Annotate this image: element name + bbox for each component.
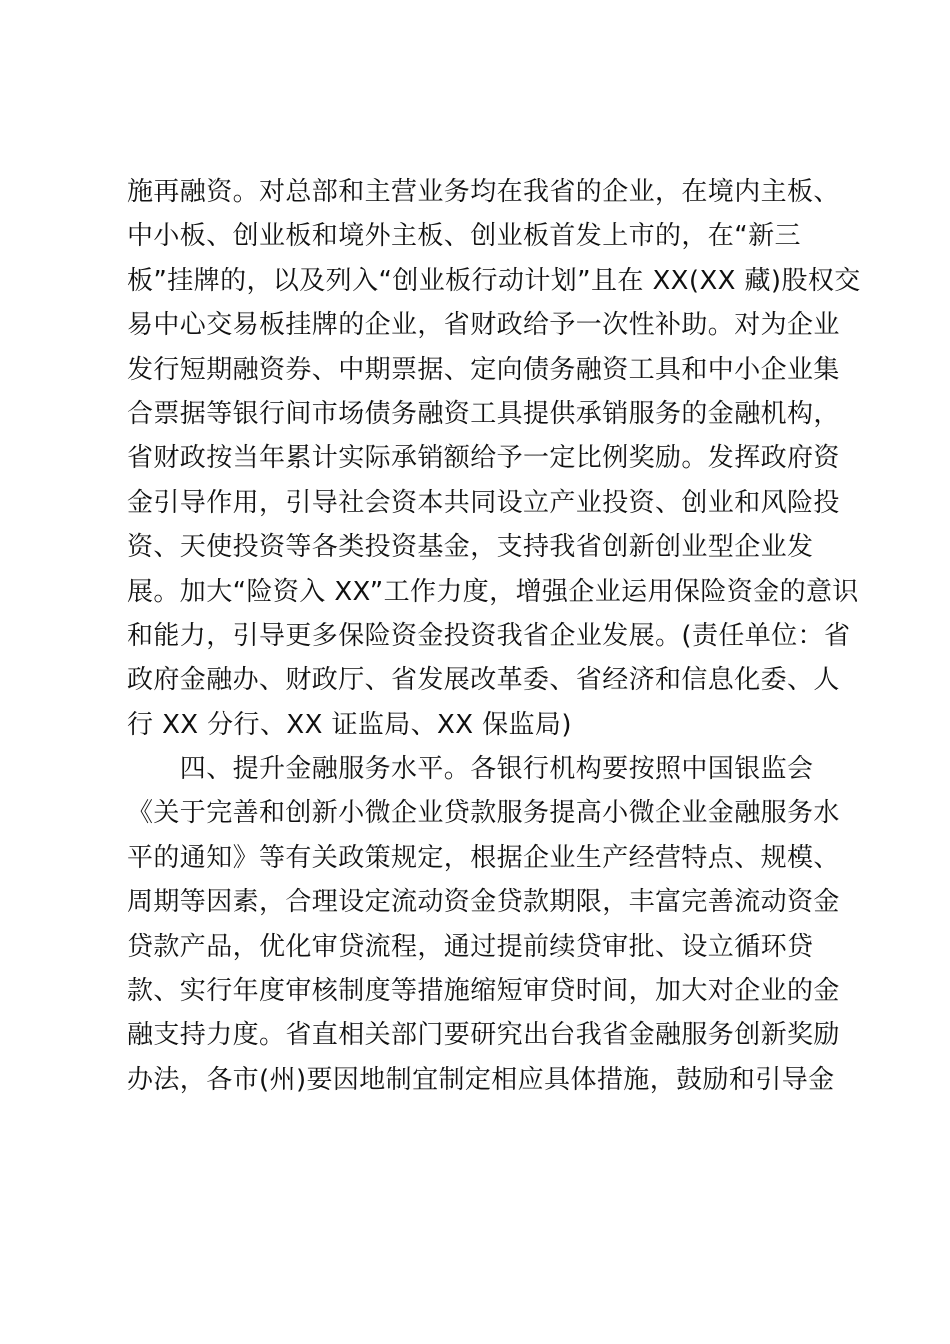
text-line: 周期等因素，合理设定流动资金贷款期限，丰富完善流动资金 <box>127 887 840 918</box>
section-heading-line: 四、提升金融服务水平。各银行机构要按照中国银监会 <box>127 754 814 785</box>
text-line: 展。加大“险资入 XX”工作力度，增强企业运用保险资金的意识 <box>127 576 859 607</box>
text-line: 平的通知》等有关政策规定，根据企业生产经营特点、规模、 <box>127 842 840 873</box>
text-line: 办法，各市(州)要因地制宜制定相应具体措施，鼓励和引导金 <box>127 1064 835 1095</box>
text-line: 和能力，引导更多保险资金投资我省企业发展。(责任单位：省 <box>127 620 851 651</box>
text-line: 款、实行年度审核制度等措施缩短审贷时间，加大对企业的金 <box>127 976 840 1007</box>
body-text <box>127 170 861 1102</box>
text-line: 金引导作用，引导社会资本共同设立产业投资、创业和风险投 <box>127 487 840 518</box>
text-line: 发行短期融资券、中期票据、定向债务融资工具和中小企业集 <box>127 354 840 385</box>
text-line: 中小板、创业板和境外主板、创业板首发上市的，在“新三 <box>127 221 801 252</box>
text-line: 施再融资。对总部和主营业务均在我省的企业，在境内主板、 <box>127 177 840 207</box>
text-line: 板”挂牌的，以及列入“创业板行动计划”且在 XX(XX 藏)股权交 <box>127 265 861 296</box>
text-line: 融支持力度。省直相关部门要研究出台我省金融服务创新奖励 <box>127 1020 840 1051</box>
text-line: 行 XX 分行、XX 证监局、XX 保监局) <box>127 709 572 740</box>
text-line: 易中心交易板挂牌的企业，省财政给予一次性补助。对为企业 <box>127 310 840 341</box>
text-line: 合票据等银行间市场债务融资工具提供承销服务的金融机构， <box>127 398 840 429</box>
text-line: 政府金融办、财政厅、省发展改革委、省经济和信息化委、人 <box>127 665 840 696</box>
text-line: 贷款产品，优化审贷流程，通过提前续贷审批、设立循环贷 <box>127 931 814 962</box>
text-line: 资、天使投资等各类投资基金，支持我省创新创业型企业发 <box>127 532 814 563</box>
text-line: 《关于完善和创新小微企业贷款服务提高小微企业金融服务水 <box>127 798 840 829</box>
text-line: 省财政按当年累计实际承销额给予一定比例奖励。发挥政府资 <box>127 443 840 474</box>
